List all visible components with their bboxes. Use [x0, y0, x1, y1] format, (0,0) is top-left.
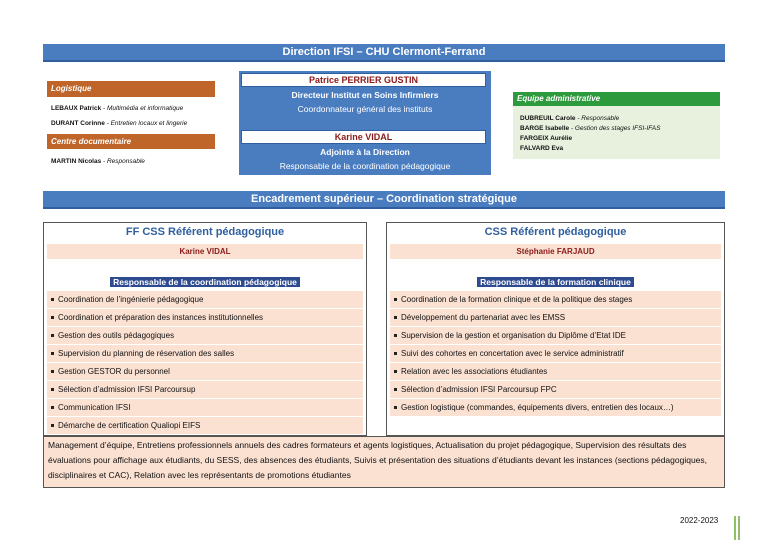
left-items [47, 291, 363, 435]
left-badge-wrap [43, 272, 367, 290]
item-text: Relation avec les associations étudiantes [401, 367, 548, 376]
list-item [47, 345, 363, 362]
right-panel-badge: Responsable de la formation clinique [477, 277, 634, 287]
director-title: Directeur Institut en Soins Infirmiers [291, 90, 439, 100]
list-item [390, 381, 721, 398]
list-item [47, 309, 363, 326]
management-box: Management d’équipe, Entretiens professionnels annuels des cadres formateurs et agents logistiques, Actualisation du projet pédagogique, Supervision des résultats des évaluations pour affichage aux étudiants, du SESS, des absences des étudiants, Suivis et présentation des situations d’étudiants devant les instances (sections pédagogiques, disciplinaires et CAC), Relation avec les représentants de promotions étudiantes [43, 436, 725, 488]
left-panel-badge: Responsable de la coordination pédagogique [110, 277, 300, 287]
list-item [390, 309, 721, 326]
director-name: Patrice PERRIER GUSTIN [241, 73, 486, 87]
direction-banner-title: Direction IFSI – CHU Clermont-Ferrand [282, 46, 486, 58]
year-label: 2022-2023 [680, 516, 719, 525]
member-role: - Gestion des stages IFSI-IFAS [569, 125, 661, 132]
item-text: Gestion GESTOR du personnel [58, 367, 170, 376]
right-panel-title: CSS Référent pédagogique [484, 226, 627, 238]
list-item [390, 327, 721, 344]
list-item [390, 291, 721, 308]
member-name: LEBAUX Patrick [51, 105, 102, 112]
logistique-header: Logistique [47, 81, 215, 97]
centre-doc-header: Centre documentaire [47, 134, 215, 149]
item-text: Coordination de la formation clinique et de la politique des stages [401, 295, 633, 304]
item-text: Coordination de l’ingénierie pédagogique [58, 295, 204, 304]
list-item [520, 114, 720, 124]
list-item [51, 119, 221, 129]
member-name: MARTIN Nicolas [51, 158, 102, 165]
item-text: Démarche de certification Qualiopi EIFS [58, 421, 201, 430]
member-role: - Responsable [101, 158, 145, 165]
right-items [390, 291, 721, 417]
item-text: Gestion logistique (commandes, équipements divers, entretien des locaux…) [401, 403, 674, 412]
item-text: Sélection d’admission IFSI Parcoursup FPC [401, 385, 557, 394]
list-item [51, 157, 221, 167]
admin-header: Equipe administrative [513, 92, 720, 106]
encadrement-banner [43, 191, 725, 209]
member-name: FALVARD Eva [520, 145, 564, 152]
centre-doc-list [51, 157, 221, 167]
footer-bar [738, 516, 740, 540]
logistique-list [51, 104, 221, 129]
item-text: Supervision de la gestion et organisation du Diplôme d’Etat IDE [401, 331, 627, 340]
direction-banner [43, 44, 725, 62]
right-panel-name: Stéphanie FARJAUD [390, 244, 721, 259]
footer-bar [734, 516, 736, 540]
list-item [47, 417, 363, 434]
item-text: Sélection d’admission IFSI Parcoursup [58, 385, 196, 394]
item-text: Supervision du planning de réservation des salles [58, 349, 235, 358]
member-role: - Multimédia et informatique [101, 105, 184, 112]
member-name: DUBREUIL Carole [520, 115, 576, 122]
list-item [390, 363, 721, 380]
member-name: BARGE Isabelle [520, 125, 570, 132]
list-item [47, 363, 363, 380]
admin-list [513, 106, 720, 159]
list-item [47, 291, 363, 308]
adjoint-name: Karine VIDAL [241, 130, 486, 144]
item-text: Coordination et préparation des instances institutionnelles [58, 313, 264, 322]
left-panel-title: FF CSS Référent pédagogique [125, 226, 285, 238]
adjoint-subtitle: Responsable de la coordination pédagogique [279, 161, 451, 171]
list-item [390, 345, 721, 362]
list-item [520, 124, 720, 134]
item-text: Suivi des cohortes en concertation avec le service administratif [401, 349, 624, 358]
member-name: FARGEIX Aurélie [520, 135, 573, 142]
encadrement-banner-title: Encadrement supérieur – Coordination stratégique [251, 193, 517, 205]
item-text: Gestion des outils pédagogiques [58, 331, 175, 340]
right-badge-wrap [386, 272, 725, 290]
item-text: Communication IFSI [58, 403, 131, 412]
member-role: - Responsable [575, 115, 620, 122]
list-item [390, 399, 721, 416]
list-item [520, 134, 720, 144]
list-item [520, 144, 720, 154]
member-name: DURANT Corinne [51, 120, 105, 127]
list-item [51, 104, 221, 114]
left-panel-name: Karine VIDAL [47, 244, 363, 259]
list-item [47, 381, 363, 398]
adjoint-title: Adjointe à la Direction [320, 147, 410, 157]
item-text: Développement du partenariat avec les EMSS [401, 313, 566, 322]
member-role: - Entretien locaux et lingerie [104, 120, 188, 127]
list-item [47, 327, 363, 344]
list-item [47, 399, 363, 416]
director-subtitle: Coordonnateur général des instituts [297, 104, 433, 114]
